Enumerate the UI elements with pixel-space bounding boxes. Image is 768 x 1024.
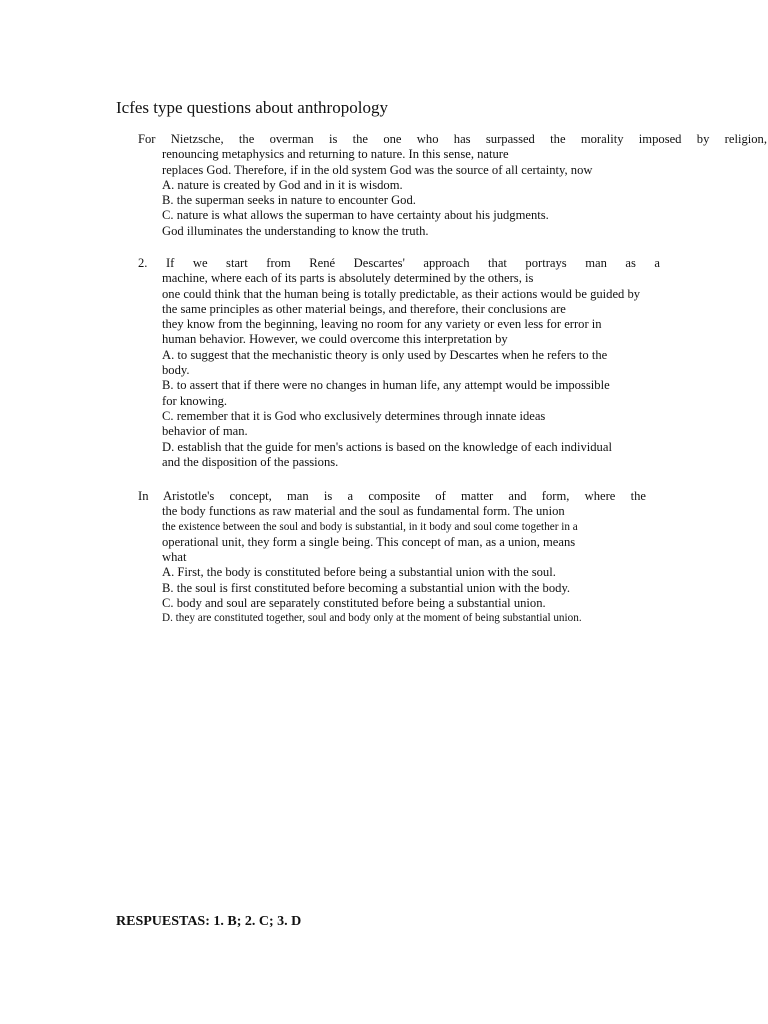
option-d: God illuminates the understanding to know the truth.: [162, 223, 429, 238]
option-b-continued: for knowing.: [162, 393, 228, 408]
option-a: A. to suggest that the mechanistic theory is only used by Descartes when he refers to the: [162, 347, 608, 362]
question-2: [138, 256, 660, 470]
question-text-line: 2. If we start from René Descartes' approach that portrays man as a: [138, 256, 660, 270]
question-text-line: the body functions as raw material and the soul as fundamental form. The union: [162, 504, 565, 519]
question-text-line: In Aristotle's concept, man is a composite of matter and form, where the: [138, 489, 646, 503]
question-text-line: replaces God. Therefore, if in the old system God was the source of all certainty, now: [162, 162, 593, 177]
question-text-line: they know from the beginning, leaving no room for any variety or even less for error in: [162, 317, 602, 332]
option-b: B. the soul is first constituted before becoming a substantial union with the body.: [162, 580, 571, 595]
option-c-continued: behavior of man.: [162, 424, 248, 439]
option-a: A. nature is created by God and in it is wisdom.: [162, 177, 403, 192]
option-d: D. they are constituted together, soul and body only at the moment of being substantial union.: [162, 612, 582, 625]
option-a-continued: body.: [162, 363, 190, 378]
option-c: C. remember that it is God who exclusively determines through innate ideas: [162, 408, 546, 423]
option-d: D. establish that the guide for men's actions is based on the knowledge of each individual: [162, 439, 612, 454]
option-b: B. the superman seeks in nature to encounter God.: [162, 193, 416, 208]
question-text-line: one could think that the human being is totally predictable, as their actions would be guided by: [162, 286, 641, 301]
question-text-line: what: [162, 550, 187, 565]
page-title: Icfes type questions about anthropology: [116, 98, 388, 117]
option-c: C. nature is what allows the superman to have certainty about his judgments.: [162, 208, 549, 223]
option-b: B. to assert that if there were no changes in human life, any attempt would be impossible: [162, 378, 610, 393]
question-3: [138, 489, 646, 627]
question-1: [138, 132, 767, 239]
question-text-line: human behavior. However, we could overcome this interpretation by: [162, 332, 508, 347]
option-c: C. body and soul are separately constituted before being a substantial union.: [162, 596, 546, 611]
question-text-line: For Nietzsche, the overman is the one who has surpassed the morality imposed by religion,: [138, 132, 767, 146]
option-a: A. First, the body is constituted before being a substantial union with the soul.: [162, 565, 556, 580]
option-d-continued: and the disposition of the passions.: [162, 454, 339, 469]
question-text-line: the existence between the soul and body is substantial, in it body and soul come together in a: [162, 520, 578, 533]
question-text-line: operational unit, they form a single being. This concept of man, as a union, means: [162, 534, 576, 549]
question-text-line: renouncing metaphysics and returning to nature. In this sense, nature: [162, 147, 509, 162]
question-text-line: the same principles as other material beings, and therefore, their conclusions are: [162, 301, 566, 316]
question-text-line: machine, where each of its parts is absolutely determined by the others, is: [162, 271, 534, 286]
answer-key: RESPUESTAS: 1. B; 2. C; 3. D: [116, 914, 302, 929]
